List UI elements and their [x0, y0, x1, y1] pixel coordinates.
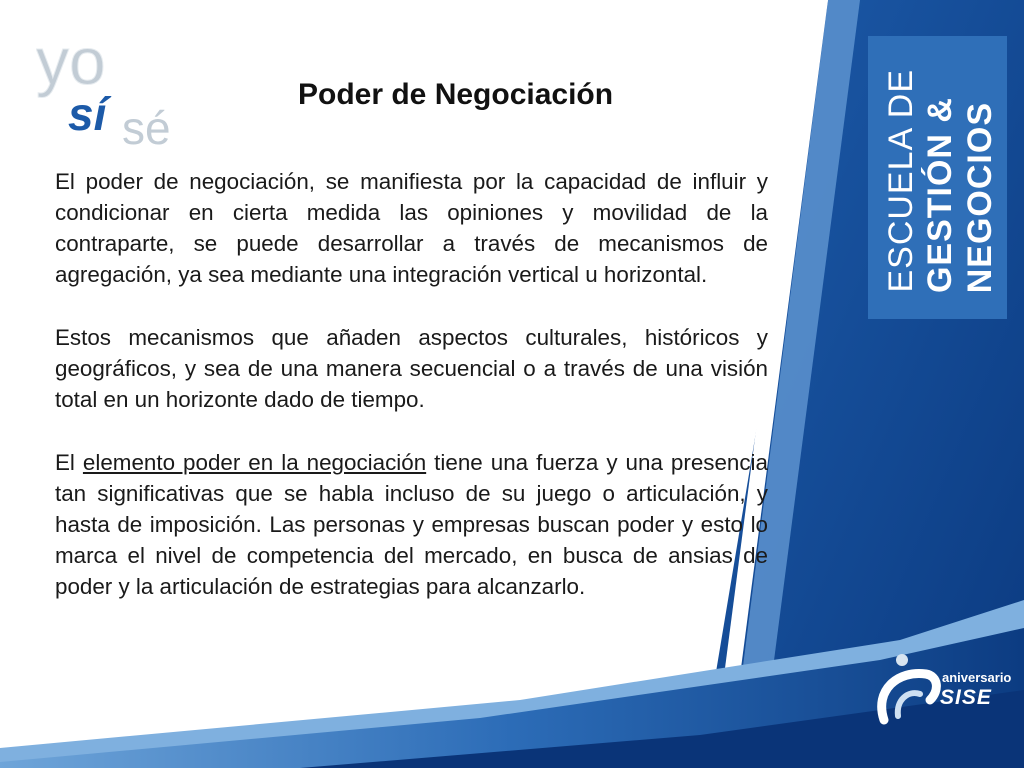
paragraph-1: El poder de negociación, se manifiesta por la capacidad de influir y condicionar en cierta medida las opiniones y movilidad de la contraparte, se puede desarrollar a través de mecanismos de agregación, ya sea mediante una integración vertical u horizontal. [55, 169, 768, 287]
paragraph-3-end: tiene una fuerza y una presencia tan significativas que se habla incluso de su juego o articulación, y hasta de imposición. Las personas y empresas buscan poder y esto lo marca el nivel de competencia del mercado, en busca de ansias de poder y la articulación de estrategias para alcanzarlo. [55, 450, 768, 599]
school-label-panel [868, 36, 1007, 319]
logo-text-yo: yo [36, 24, 106, 98]
logo-text-se: sé [122, 102, 171, 152]
paragraph-2: Estos mecanismos que añaden aspectos culturales, históricos y geográficos, y sea de una manera secuencial o a través de una visión total en un horizonte dado de tiempo. [55, 325, 768, 412]
slide-title: Poder de Negociación [298, 78, 614, 111]
logo-text-si: sí [68, 88, 107, 140]
paragraph-3 [55, 447, 768, 602]
school-label-line-3: NEGOCIOS [961, 101, 999, 293]
yo-si-se-logo [36, 22, 186, 152]
anniversary-mark-icon [868, 650, 948, 730]
anniversary-name: SISE [940, 686, 992, 709]
school-label-line-2: GESTIÓN & [921, 96, 959, 293]
anniversary-label: aniversario [942, 670, 1012, 685]
anniversary-logo [868, 650, 1018, 730]
underlined-phrase: elemento poder en la negociación [82, 450, 427, 475]
paragraph-3-start: El [55, 450, 83, 475]
school-label-line-1: ESCUELA DE [882, 69, 920, 293]
slide-body [55, 166, 768, 634]
